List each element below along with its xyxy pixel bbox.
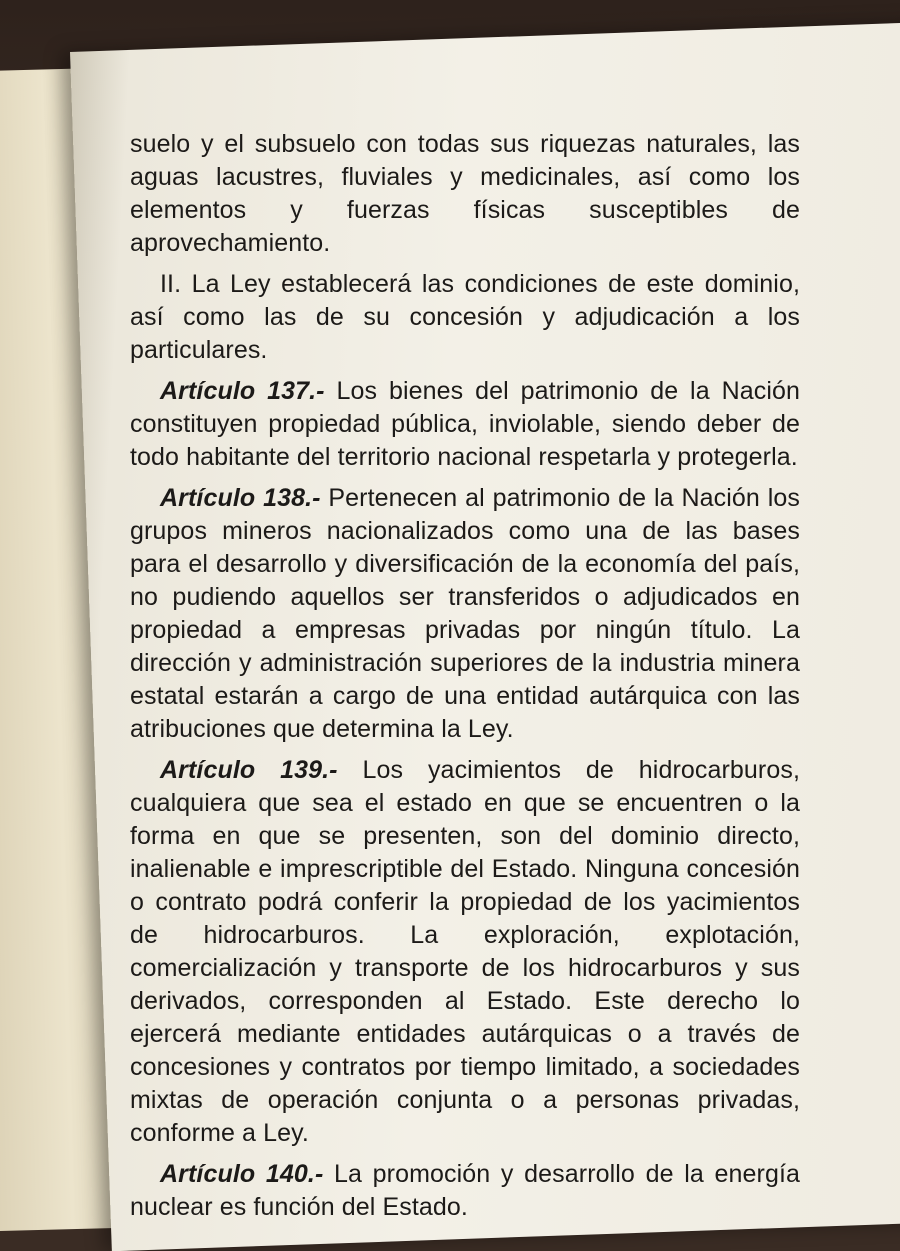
article-137: [130, 375, 800, 474]
article-label: Artículo 140.-: [160, 1160, 324, 1188]
paragraph-continuation: [130, 128, 800, 260]
paragraph-text: suelo y el subsuelo con todas sus riquezas naturales, las aguas lacustres, fluviales y medicinales, así como los elementos y fuerzas físicas susceptibles de aprovechamiento.: [130, 130, 800, 257]
paragraph-clause-ii: [130, 268, 800, 367]
article-140: [130, 1158, 800, 1224]
page-text: [130, 128, 800, 1232]
article-text: Pertenecen al patrimonio de la Nación los grupos mineros nacionalizados como una de las bases para el desarrollo y diversificación de la economía del país, no pudiendo aquellos ser transferidos o adjudicados en propiedad a empresas privadas por ningún título. La dirección y administración superiores de la industria minera estatal estarán a cargo de una entidad autárquica con las atribuciones que determina la Ley.: [130, 484, 800, 743]
article-text: Los bienes del patrimonio de la Nación constituyen propiedad pública, inviolable, siendo deber de todo habitante del territorio nacional respetarla y protegerla.: [130, 377, 801, 471]
article-label: Artículo 137.-: [160, 377, 325, 405]
article-text: Los yacimientos de hidrocarburos, cualquiera que sea el estado en que se encuentren o la forma en que se presenten, son del dominio directo, inalienable e imprescriptible del Estado. Ninguna concesión o contrato podrá conferir la propiedad de los yacimientos de hidrocarburos. La exploración, explotación, comercialización y transporte de los hidrocarburos y sus derivados, corresponden al Estado. Este derecho lo ejercerá mediante entidades autárquicas o a través de concesiones y contratos por tiempo limitado, a sociedades mixtas de operación conjunta o a personas privadas, conforme a Ley.: [130, 756, 800, 1147]
article-label: Artículo 138.-: [160, 484, 321, 512]
article-text: La promoción y desarrollo de la energía nuclear es función del Estado.: [130, 1160, 800, 1221]
article-138: [130, 482, 800, 746]
paragraph-text: II. La Ley establecerá las condiciones de este dominio, así como las de su concesión y adjudicación a los particulares.: [130, 270, 800, 364]
article-label: Artículo 139.-: [160, 756, 338, 784]
article-139: [130, 754, 800, 1150]
